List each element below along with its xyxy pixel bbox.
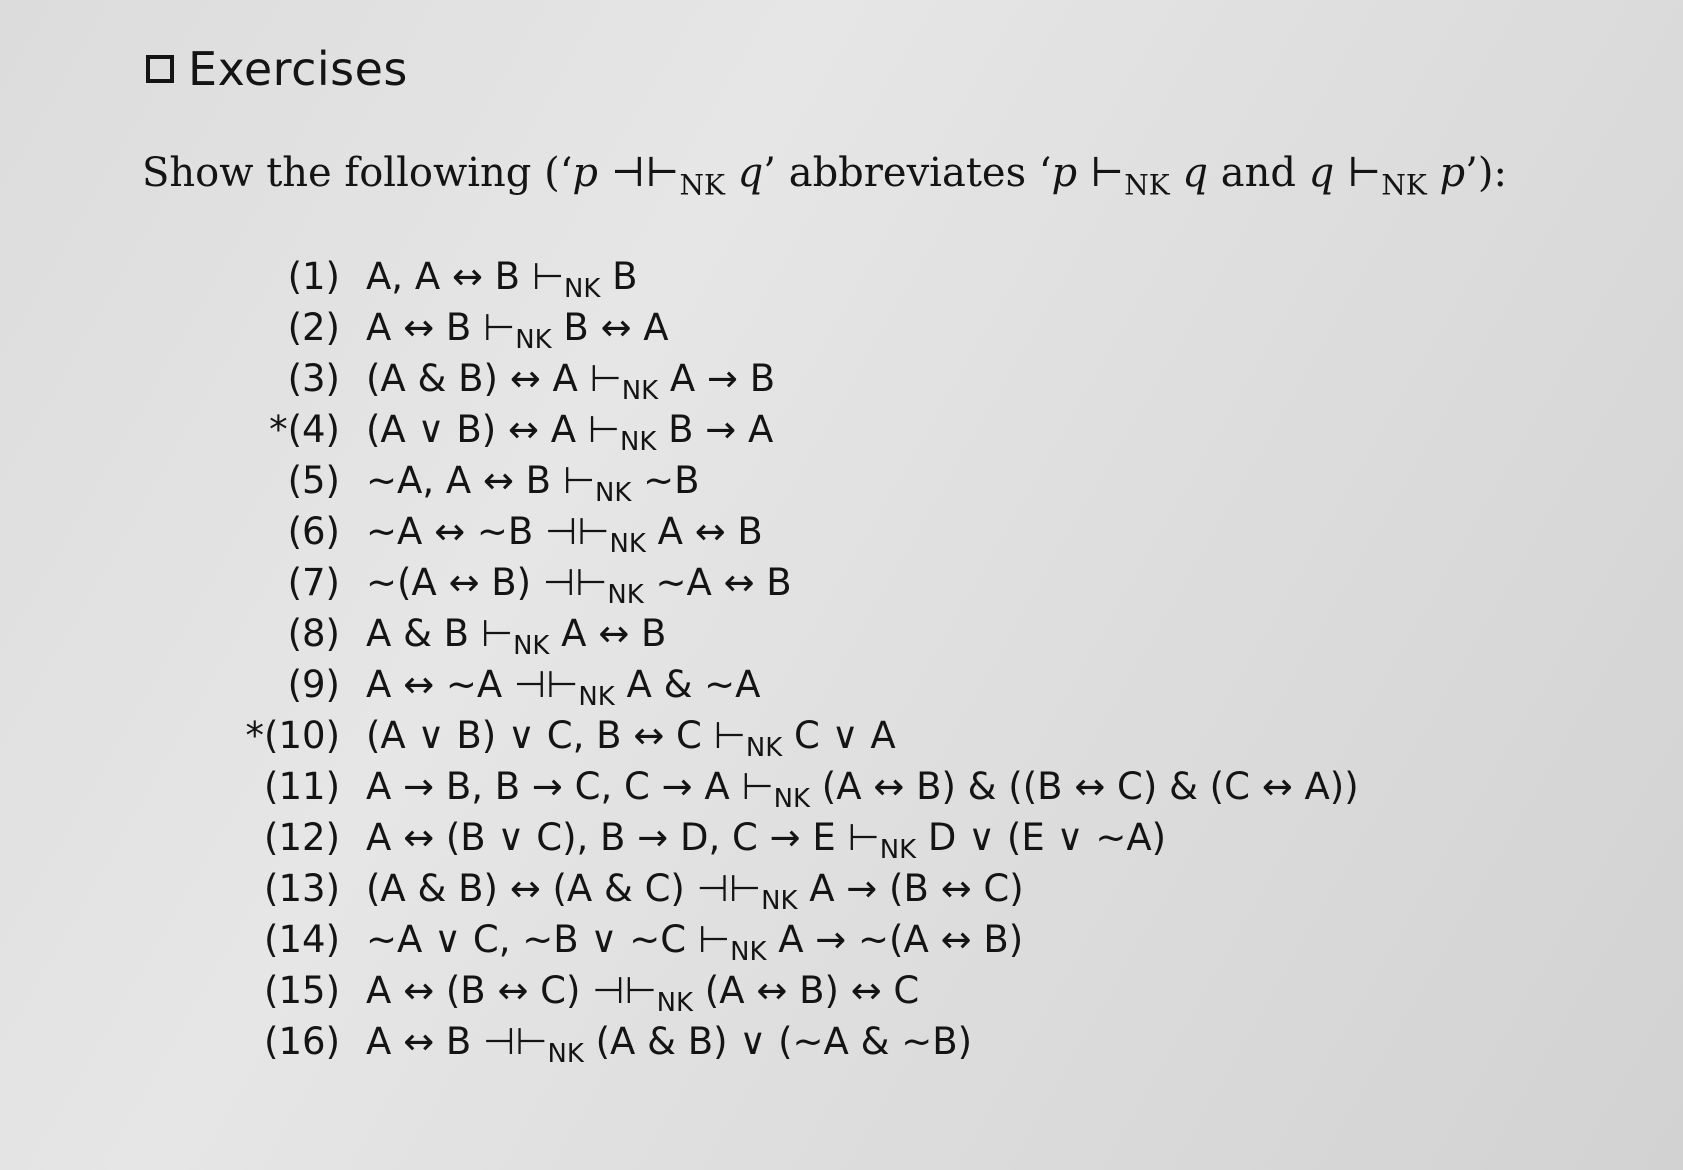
intro-p1: p	[572, 150, 599, 196]
exercise-number: (11)	[264, 765, 340, 808]
sequent-premises: (A & B) ↔ A ⊢	[366, 357, 622, 400]
sequent-subscript: NK	[730, 936, 767, 967]
sequent-premises: (A ∨ B) ↔ A ⊢	[366, 408, 620, 451]
sequent-premises: A → B, B → C, C → A ⊢	[366, 765, 774, 808]
exercise-item	[0, 357, 1500, 407]
sequent-premises: A ↔ (B ∨ C), B → D, C → E ⊢	[366, 816, 880, 859]
intro-sub-2: NK	[1124, 168, 1170, 202]
sequent-premises: (A ∨ B) ∨ C, B ↔ C ⊢	[366, 714, 746, 757]
sequent-conclusion: (A & B) ∨ (~A & ~B)	[583, 1020, 973, 1063]
intro-q1: q	[724, 150, 764, 196]
sequent-subscript: NK	[595, 477, 632, 508]
exercise-sequent	[366, 306, 669, 355]
sequent-subscript: NK	[621, 375, 659, 406]
exercise-sequent	[366, 510, 763, 559]
sequent-conclusion: B	[600, 255, 638, 298]
intro-suffix: ’):	[1465, 150, 1507, 196]
intro-turnstile-1: ⊣⊢	[598, 150, 680, 196]
sequent-subscript: NK	[578, 681, 615, 712]
sequent-subscript: NK	[547, 1038, 584, 1069]
sequent-conclusion: A → (B ↔ C)	[797, 867, 1024, 910]
sequent-conclusion: D ∨ (E ∨ ~A)	[916, 816, 1167, 859]
sequent-conclusion: A & ~A	[614, 663, 761, 706]
exercise-sequent	[366, 255, 638, 304]
sequent-subscript: NK	[656, 987, 694, 1018]
exercise-number: (8)	[287, 612, 340, 655]
sequent-subscript: NK	[761, 885, 798, 916]
exercise-sequent	[366, 408, 774, 457]
exercise-number: (16)	[264, 1020, 340, 1063]
exercise-item	[0, 765, 1500, 815]
exercise-number: *(10)	[245, 714, 340, 757]
sequent-subscript: NK	[564, 273, 601, 304]
intro-turnstile-2: ⊢	[1077, 150, 1125, 196]
exercise-item	[0, 510, 1500, 560]
exercise-number: (6)	[287, 510, 340, 553]
sequent-subscript: NK	[513, 630, 550, 661]
intro-prefix: Show the following (‘	[142, 150, 573, 196]
exercise-number: *(4)	[269, 408, 340, 451]
sequent-conclusion: A → B	[658, 357, 776, 400]
sequent-subscript: NK	[620, 426, 657, 457]
intro-p2: p	[1051, 150, 1078, 196]
exercise-number: (13)	[264, 867, 340, 910]
exercise-sequent	[366, 612, 667, 661]
exercise-sequent	[366, 1020, 973, 1069]
intro-p3: p	[1426, 150, 1466, 196]
sequent-subscript: NK	[773, 783, 811, 814]
exercise-number: (9)	[287, 663, 340, 706]
exercise-item	[0, 255, 1500, 305]
sequent-premises: ~A ∨ C, ~B ∨ ~C ⊢	[366, 918, 731, 961]
sequent-premises: ~A ↔ ~B ⊣⊢	[366, 510, 610, 553]
exercise-number: (14)	[264, 918, 340, 961]
sequent-conclusion: A ↔ B	[549, 612, 667, 655]
sequent-conclusion: A → ~(A ↔ B)	[766, 918, 1024, 961]
sequent-subscript: NK	[607, 579, 644, 610]
exercise-item	[0, 306, 1500, 356]
exercise-sequent	[366, 867, 1024, 916]
sequent-conclusion: (A ↔ B) ↔ C	[693, 969, 920, 1012]
exercise-item	[0, 561, 1500, 611]
exercise-sequent	[366, 459, 700, 508]
sequent-premises: A & B ⊢	[366, 612, 514, 655]
exercise-item	[0, 969, 1500, 1019]
exercise-sequent	[366, 816, 1167, 865]
intro-and: and	[1208, 150, 1309, 196]
exercise-sequent	[366, 561, 792, 610]
sequent-subscript: NK	[745, 732, 783, 763]
sequent-conclusion: C ∨ A	[782, 714, 896, 757]
sequent-conclusion: A ↔ B	[645, 510, 763, 553]
exercise-item	[0, 459, 1500, 509]
intro-turnstile-3: ⊢	[1334, 150, 1382, 196]
intro-sub-3: NK	[1381, 168, 1427, 202]
section-header	[146, 42, 408, 96]
sequent-subscript: NK	[609, 528, 646, 559]
sequent-conclusion: B → A	[656, 408, 774, 451]
sequent-premises: A ↔ B ⊣⊢	[366, 1020, 548, 1063]
sequent-premises: ~A, A ↔ B ⊢	[366, 459, 596, 502]
intro-q3: q	[1308, 150, 1335, 196]
sequent-premises: A ↔ ~A ⊣⊢	[366, 663, 579, 706]
sequent-premises: A ↔ B ⊢	[366, 306, 516, 349]
instructions	[142, 150, 1507, 202]
sequent-premises: ~(A ↔ B) ⊣⊢	[366, 561, 608, 604]
sequent-conclusion: ~B	[631, 459, 700, 502]
sequent-subscript: NK	[515, 324, 552, 355]
exercise-number: (12)	[264, 816, 340, 859]
intro-q2: q	[1169, 150, 1208, 196]
sequent-conclusion: (A ↔ B) & ((B ↔ C) & (C ↔ A))	[810, 765, 1359, 808]
exercise-number: (3)	[287, 357, 340, 400]
exercise-number: (1)	[287, 255, 340, 298]
sequent-premises: (A & B) ↔ (A & C) ⊣⊢	[366, 867, 762, 910]
sequent-conclusion: B ↔ A	[551, 306, 669, 349]
exercise-item	[0, 918, 1500, 968]
exercise-number: (7)	[287, 561, 340, 604]
exercise-sequent	[366, 714, 896, 763]
exercise-number: (5)	[287, 459, 340, 502]
intro-sub-1: NK	[679, 168, 725, 202]
exercise-item	[0, 816, 1500, 866]
exercise-item	[0, 408, 1500, 458]
exercise-item	[0, 663, 1500, 713]
sequent-premises: A ↔ (B ↔ C) ⊣⊢	[366, 969, 657, 1012]
exercise-sequent	[366, 663, 761, 712]
exercise-item	[0, 1020, 1500, 1070]
exercise-sequent	[366, 969, 920, 1018]
exercise-item	[0, 612, 1500, 662]
exercise-item	[0, 867, 1500, 917]
exercise-sequent	[366, 765, 1359, 814]
sequent-conclusion: ~A ↔ B	[643, 561, 792, 604]
exercise-number: (15)	[264, 969, 340, 1012]
section-title: Exercises	[188, 42, 408, 96]
exercise-number: (2)	[287, 306, 340, 349]
intro-mid: ’ abbreviates ‘	[763, 150, 1052, 196]
exercise-sequent	[366, 357, 776, 406]
exercise-item	[0, 714, 1500, 764]
exercise-sequent	[366, 918, 1024, 967]
sequent-subscript: NK	[879, 834, 917, 865]
checkbox-square-icon	[146, 55, 174, 83]
sequent-premises: A, A ↔ B ⊢	[366, 255, 565, 298]
